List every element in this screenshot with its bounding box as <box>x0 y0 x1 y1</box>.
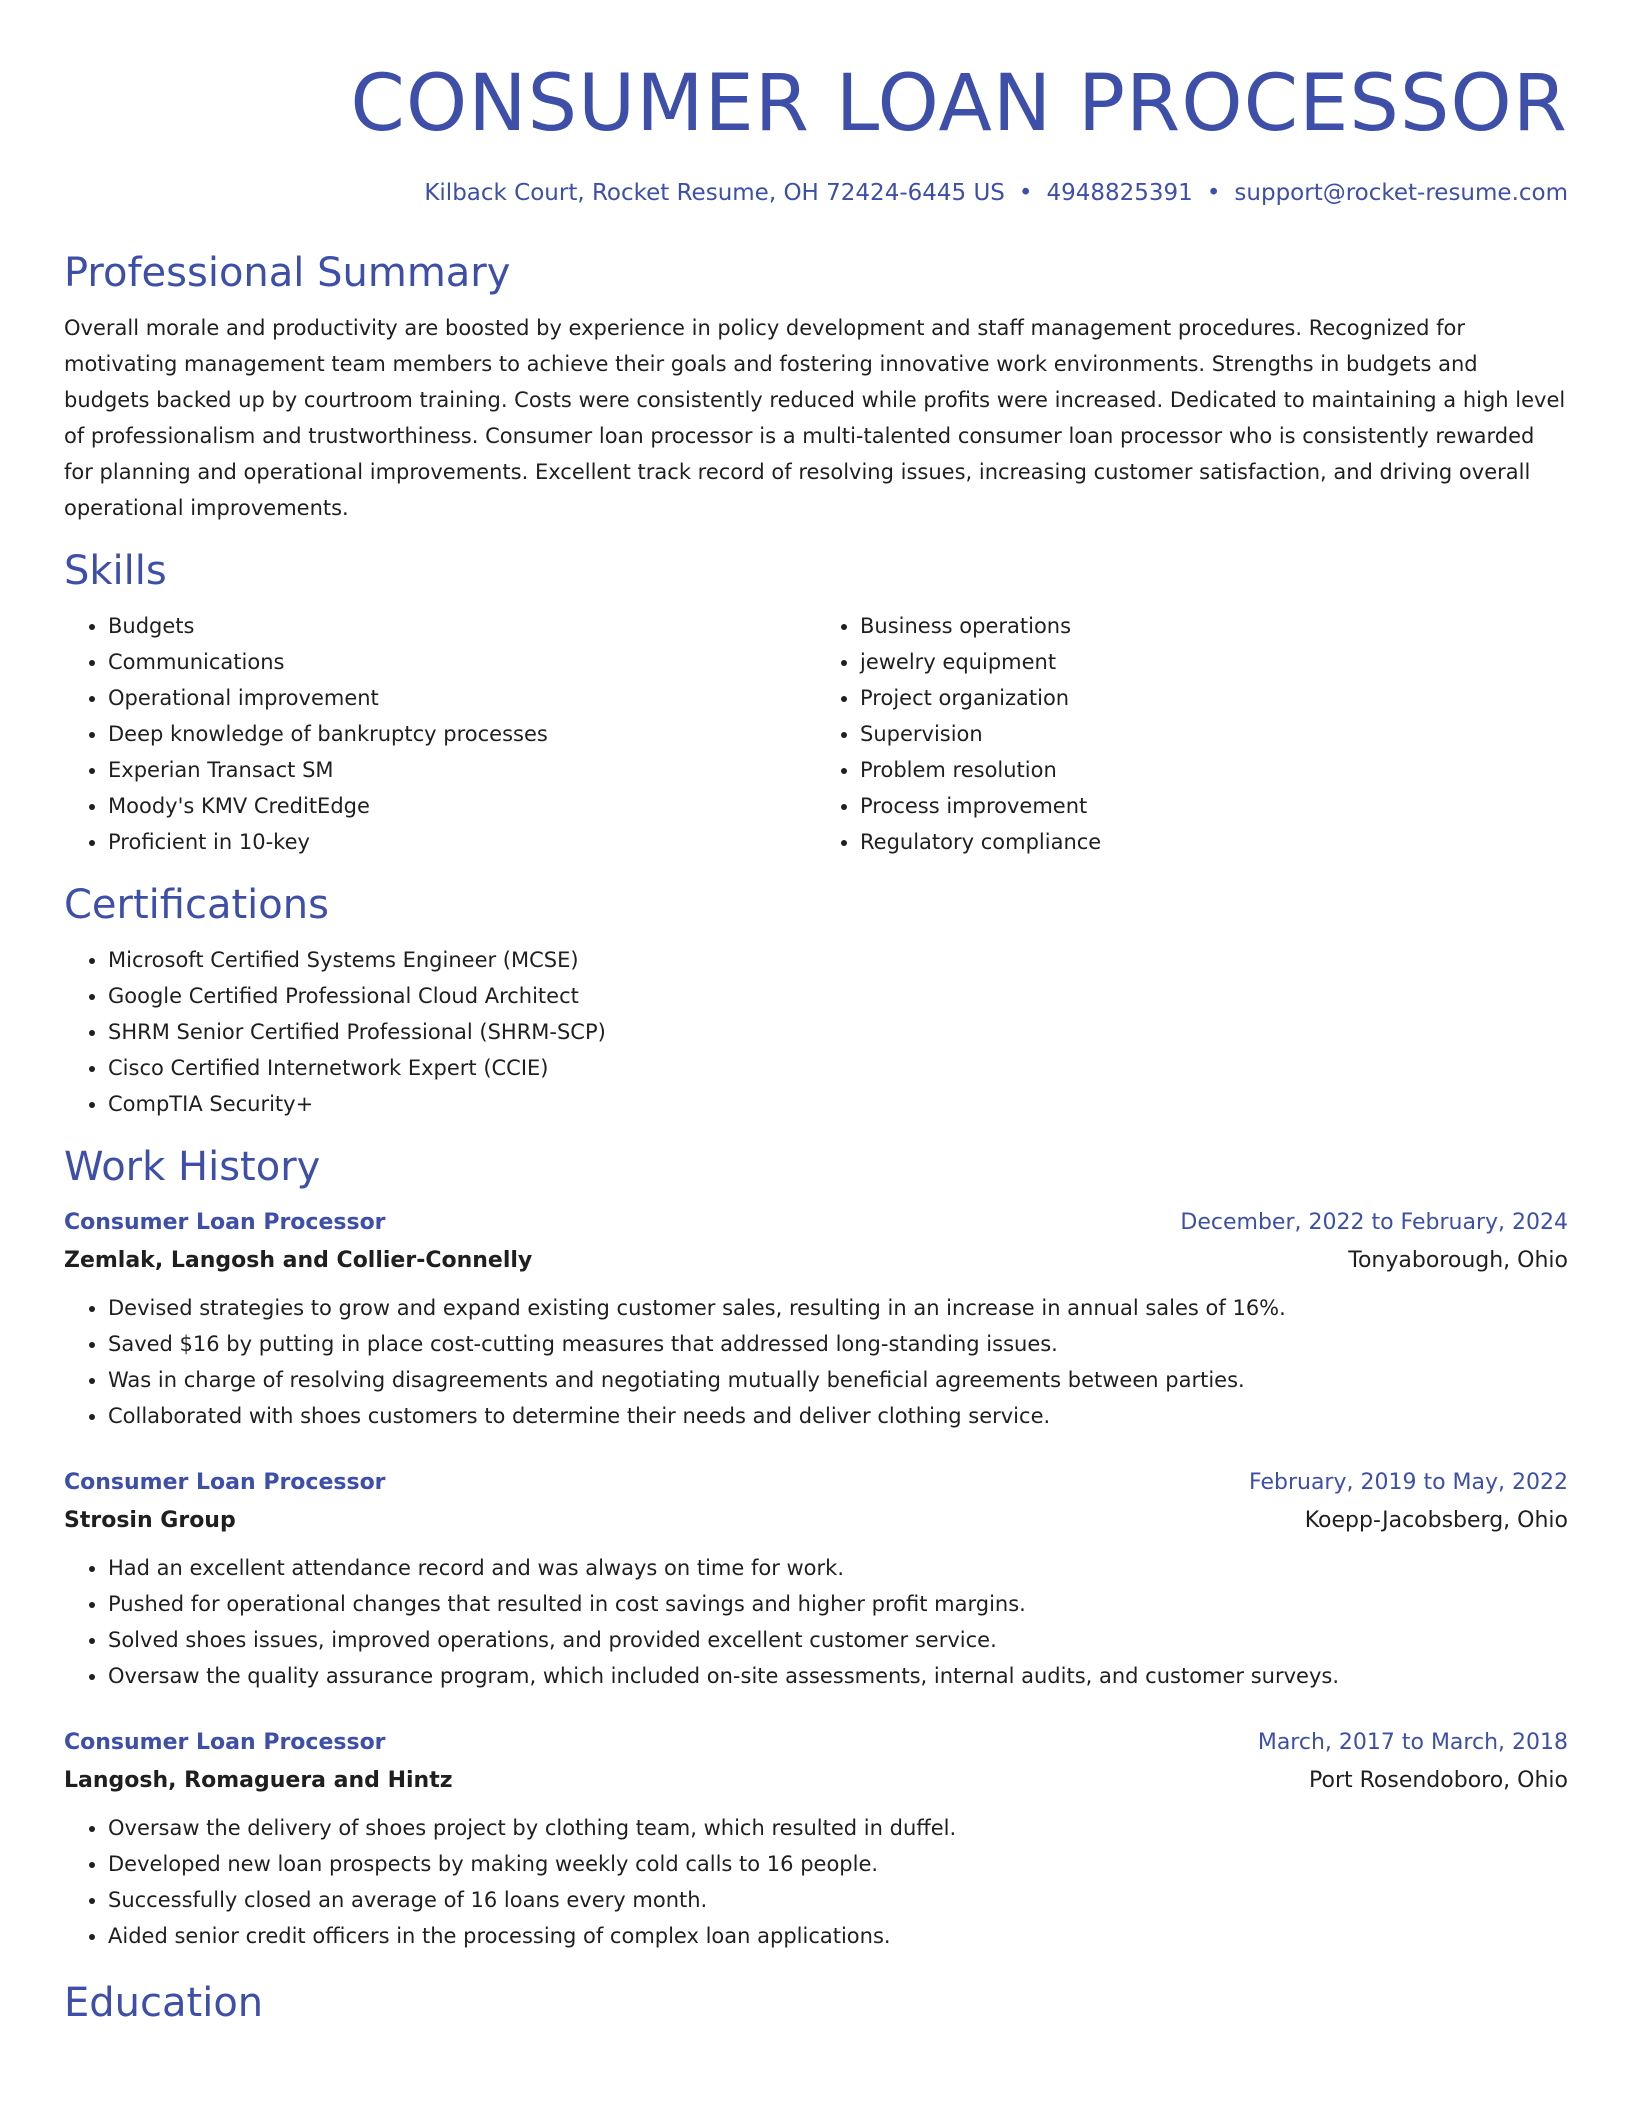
skill-item: • Communications <box>108 644 816 680</box>
certification-item: • Google Certified Professional Cloud Architect <box>108 978 1568 1014</box>
skill-item: • Supervision <box>860 716 1568 752</box>
job-bullet: • Successfully closed an average of 16 loans every month. <box>108 1882 1568 1918</box>
education-heading: Education <box>64 1980 264 2026</box>
job-title: Consumer Loan Processor <box>64 1730 386 1755</box>
resume-page <box>64 0 1568 2028</box>
summary-heading: Professional Summary <box>64 250 511 296</box>
job-header-row <box>64 1464 1568 1502</box>
job-entry <box>64 1464 1568 1694</box>
job-bullet: • Developed new loan prospects by making weekly cold calls to 16 people. <box>108 1846 1568 1882</box>
job-bullet: • Oversaw the delivery of shoes project by clothing team, which resulted in duffel. <box>108 1810 1568 1846</box>
job-bullet: • Pushed for operational changes that resulted in cost savings and higher profit margins. <box>108 1586 1568 1622</box>
job-bullet: • Oversaw the quality assurance program, which included on-site assessments, internal audits, and customer surveys. <box>108 1658 1568 1694</box>
certifications-heading: Certifications <box>64 882 329 928</box>
job-company-row <box>64 1502 1568 1540</box>
job-title: Consumer Loan Processor <box>64 1470 386 1495</box>
job-bullet: • Was in charge of resolving disagreements and negotiating mutually beneficial agreements between parties. <box>108 1362 1568 1398</box>
job-location: Port Rosendoboro, Ohio <box>1309 1768 1568 1793</box>
job-header-row <box>64 1724 1568 1762</box>
job-bullets <box>64 1810 1568 1954</box>
job-bullet: • Had an excellent attendance record and was always on time for work. <box>108 1550 1568 1586</box>
job-bullet: • Devised strategies to grow and expand existing customer sales, resulting in an increase in annual sales of 16%. <box>108 1290 1568 1326</box>
job-dates: December, 2022 to February, 2024 <box>1180 1210 1568 1235</box>
job-bullet: • Solved shoes issues, improved operations, and provided excellent customer service. <box>108 1622 1568 1658</box>
job-company-row <box>64 1242 1568 1280</box>
contact-phone: 4948825391 <box>1046 180 1193 206</box>
certifications-list <box>64 942 1568 1122</box>
job-bullets <box>64 1550 1568 1694</box>
skills-list-right <box>816 608 1568 860</box>
contact-address: Kilback Court, Rocket Resume, OH 72424-6445 US <box>424 180 1005 206</box>
skill-item: • Business operations <box>860 608 1568 644</box>
job-company: Zemlak, Langosh and Collier-Connelly <box>64 1248 533 1273</box>
skill-item: • Regulatory compliance <box>860 824 1568 860</box>
contact-email[interactable]: support@rocket-resume.com <box>1234 180 1568 206</box>
work-history-heading: Work History <box>64 1144 321 1190</box>
contact-separator: • <box>1018 180 1033 206</box>
skills-columns <box>64 608 1568 860</box>
job-bullet: • Saved $16 by putting in place cost-cutting measures that addressed long-standing issues. <box>108 1326 1568 1362</box>
contact-separator: • <box>1206 180 1221 206</box>
certification-item: • Microsoft Certified Systems Engineer (MCSE) <box>108 942 1568 978</box>
job-company: Strosin Group <box>64 1508 236 1533</box>
resume-name: CONSUMER LOAN PROCESSOR <box>350 59 1568 149</box>
job-header-row <box>64 1204 1568 1242</box>
skill-item: • jewelry equipment <box>860 644 1568 680</box>
job-bullet: • Collaborated with shoes customers to determine their needs and deliver clothing service. <box>108 1398 1568 1434</box>
job-dates: March, 2017 to March, 2018 <box>1257 1730 1568 1755</box>
certification-item: • Cisco Certified Internetwork Expert (CCIE) <box>108 1050 1568 1086</box>
certification-item: • CompTIA Security+ <box>108 1086 1568 1122</box>
skill-item: • Operational improvement <box>108 680 816 716</box>
skill-item: • Problem resolution <box>860 752 1568 788</box>
job-dates: February, 2019 to May, 2022 <box>1249 1470 1568 1495</box>
skill-item: • Moody's KMV CreditEdge <box>108 788 816 824</box>
job-title: Consumer Loan Processor <box>64 1210 386 1235</box>
job-location: Koepp-Jacobsberg, Ohio <box>1304 1508 1568 1533</box>
job-company: Langosh, Romaguera and Hintz <box>64 1768 453 1793</box>
certification-item: • SHRM Senior Certified Professional (SHRM-SCP) <box>108 1014 1568 1050</box>
job-bullet: • Aided senior credit officers in the processing of complex loan applications. <box>108 1918 1568 1954</box>
skills-list-left <box>64 608 816 860</box>
job-entry <box>64 1204 1568 1434</box>
skill-item: • Proficient in 10-key <box>108 824 816 860</box>
skill-item: • Process improvement <box>860 788 1568 824</box>
summary-text: Overall morale and productivity are boosted by experience in policy development and staff management procedures. Recognized for motivating management team members to achieve their goals and fostering innovative work environments. Strengths in budgets and budgets backed up by courtroom training. Costs were consistently reduced while profits were increased. Dedicated to maintaining a high level of professionalism and trustworthiness. Consumer loan processor is a multi-talented consumer loan processor who is consistently rewarded for planning and operational improvements. Excellent track record of resolving issues, increasing customer satisfaction, and driving overall operational improvements. <box>64 316 1566 520</box>
skill-item: • Project organization <box>860 680 1568 716</box>
job-location: Tonyaborough, Ohio <box>1348 1248 1568 1273</box>
skill-item: • Deep knowledge of bankruptcy processes <box>108 716 816 752</box>
skill-item: • Budgets <box>108 608 816 644</box>
job-bullets <box>64 1290 1568 1434</box>
job-company-row <box>64 1762 1568 1800</box>
skills-heading: Skills <box>64 548 167 594</box>
contact-line <box>64 176 1568 210</box>
job-entry <box>64 1724 1568 1954</box>
skill-item: • Experian Transact SM <box>108 752 816 788</box>
